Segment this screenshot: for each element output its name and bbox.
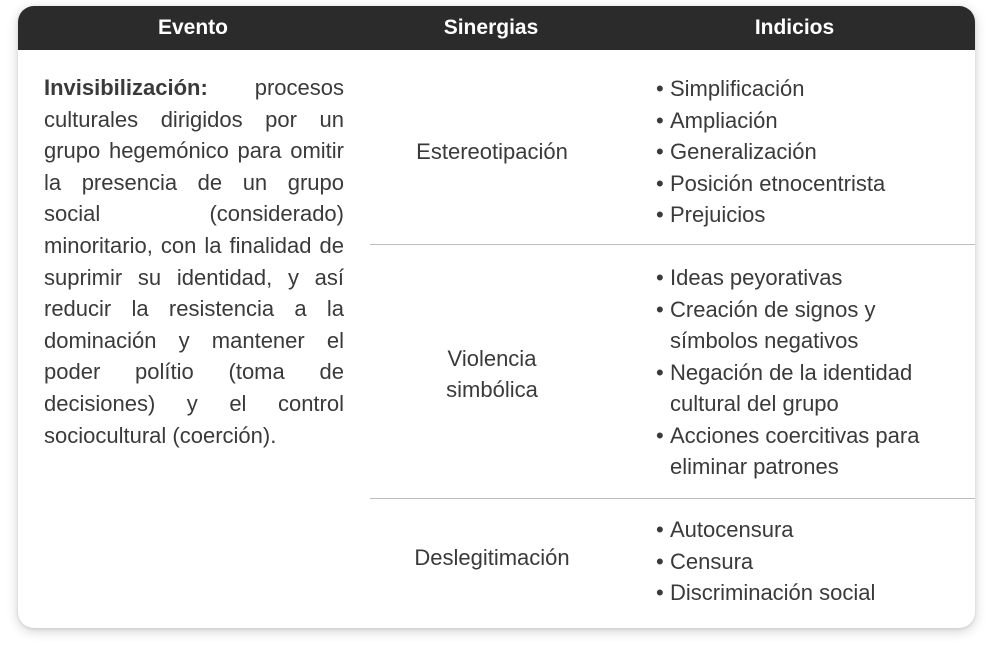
header-indicios: Indicios xyxy=(754,16,835,39)
indicio-item: • Simplificación xyxy=(656,73,961,105)
evento-description: procesos culturales dirigidos por un grupo hegemónico para omitir la presencia de un grupo social (considerado) minoritario, con la finalidad de suprimir su identidad, y así reducir la resistencia a la dominación y mantener el poder polítio (toma de decisiones) y el control sociocultural (coerción). xyxy=(44,75,344,448)
evento-cell xyxy=(44,72,344,451)
indicio-item: • Ideas peyorativas xyxy=(656,262,961,294)
indicio-item: • Posición etnocentrista xyxy=(656,168,961,200)
indicios-list-estereotipacion xyxy=(656,73,961,231)
indicio-item: • Acciones coercitivas para eliminar patrones xyxy=(656,420,961,483)
sinergia-violencia-simbolica xyxy=(370,343,614,405)
row-divider xyxy=(370,244,975,245)
indicio-item: • Generalización xyxy=(656,136,961,168)
sinergia-line: Violencia xyxy=(447,346,537,371)
indicios-list-deslegitimacion xyxy=(656,514,961,609)
header-evento: Evento xyxy=(157,16,228,39)
indicios-list-violencia-simbolica xyxy=(656,262,961,483)
indicio-item: • Censura xyxy=(656,546,961,578)
table-header xyxy=(18,6,975,50)
row-divider xyxy=(370,498,975,499)
evento-term: Invisibilización: xyxy=(44,75,208,100)
indicio-item: • Discriminación social xyxy=(656,577,961,609)
header-sinergias: Sinergias xyxy=(443,16,539,39)
indicio-item: • Autocensura xyxy=(656,514,961,546)
indicio-item: • Creación de signos y símbolos negativos xyxy=(656,294,961,357)
sinergia-deslegitimacion: Deslegitimación xyxy=(414,545,570,570)
sinergia-line: simbólica xyxy=(446,377,538,402)
indicio-item: • Negación de la identidad cultural del grupo xyxy=(656,357,961,420)
indicio-item: • Ampliación xyxy=(656,105,961,137)
indicio-item: • Prejuicios xyxy=(656,199,961,231)
invisibilizacion-table xyxy=(18,6,975,628)
sinergia-estereotipacion: Estereotipación xyxy=(416,139,568,164)
